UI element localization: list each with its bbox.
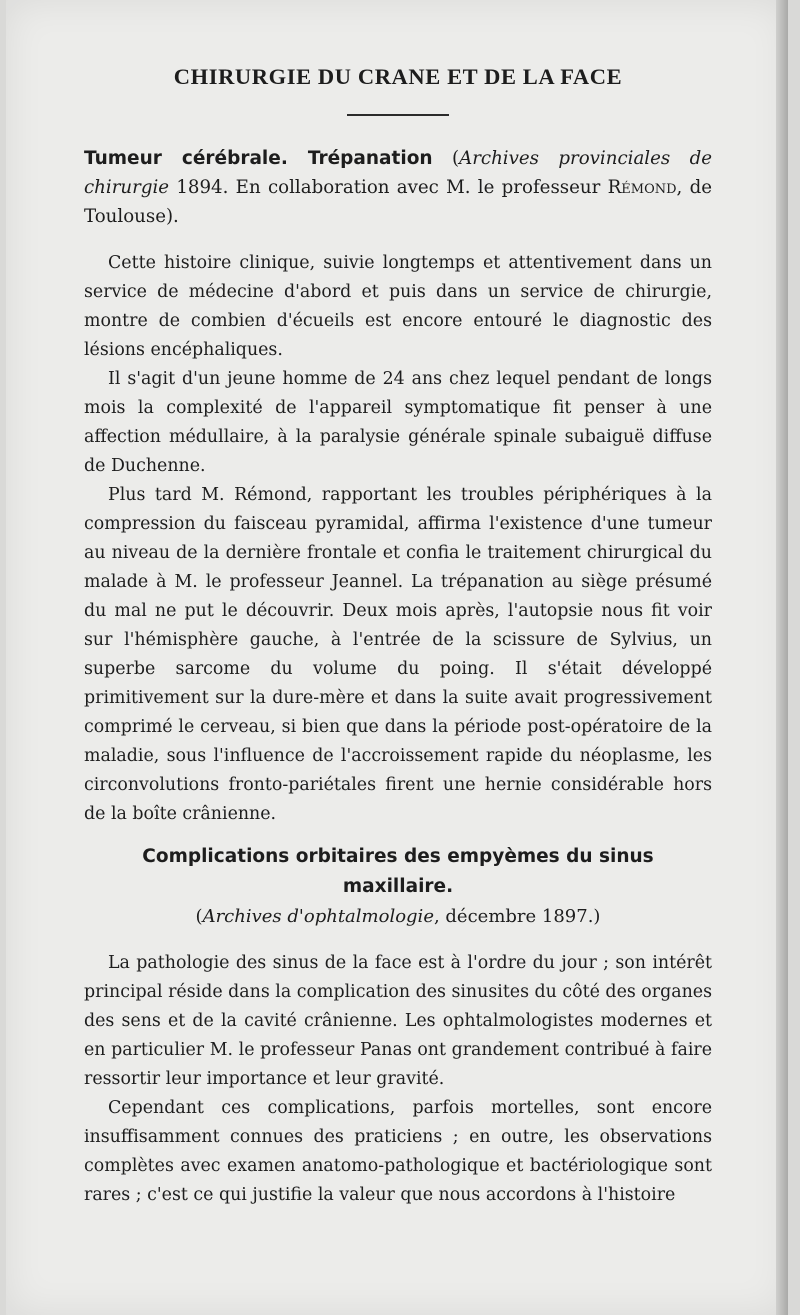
article-1-source-rest: 1894. En collaboration avec M. le professeur — [169, 177, 608, 198]
article-1-source-close: , de Toulouse). — [84, 177, 713, 227]
section-header: CHIRURGIE DU CRANE ET DE LA FACE — [173, 64, 623, 89]
header-rule — [347, 114, 449, 116]
article-1-collaborator: Rémond — [607, 177, 677, 198]
page-content — [84, 62, 712, 1210]
article-2-paragraph: Cependant ces complications, parfois mortelles, sont encore insuffisamment connues des praticiens ; en outre, les observations complètes avec examen anatomo-pathologique et bactériologique sont rares ; c'est ce qui justifie la valeur que nous accordons à l'histoire — [84, 1098, 712, 1205]
article-1-paragraph: Cette histoire clinique, suivie longtemps et attentivement dans un service de médecine d'abord et puis dans un service de chirurgie, montre de combien d'écueils est encore entouré le diagnostic des lésions encéphaliques. — [84, 253, 712, 360]
book-page — [6, 0, 788, 1315]
page-edge-shadow — [776, 0, 788, 1315]
article-1-source-open: ( — [451, 148, 460, 169]
article-1-title — [84, 144, 712, 231]
article-2-source-rest: , décembre 1897.) — [433, 906, 601, 927]
article-1-paragraph: Il s'agit d'un jeune homme de 24 ans chez lequel pendant de longs mois la complexité de l'appareil symptomatique fit penser à une affection médullaire, à la paralysie générale spinale subaiguë diffuse de Duchenne. — [84, 369, 712, 476]
article-1-paragraph: Plus tard M. Rémond, rapportant les troubles périphériques à la compression du faisceau pyramidal, affirma l'existence d'une tumeur au niveau de la dernière frontale et confia le traitement chirurgical du malade à M. le professeur Jeannel. La trépanation au siège présumé du mal ne put le découvrir. Deux mois après, l'autopsie nous fit voir sur l'hémisphère gauche, à l'entrée de la scissure de Sylvius, un superbe sarcome du volume du poing. Il s'était développé primitivement sur la dure-mère et dans la suite avait progressivement comprimé le cerveau, si bien que dans la période post-opératoire de la maladie, sous l'influence de l'accroissement rapide du néoplasme, les circonvolutions fronto-pariétales firent une hernie considérable hors de la boîte crânienne. — [84, 485, 712, 824]
article-2-source-open: ( — [195, 906, 203, 927]
article-2-source-line — [84, 902, 712, 931]
article-2-heading: Complications orbitaires des empyèmes du sinus maxillaire. — [142, 846, 654, 897]
article-2-paragraph: La pathologie des sinus de la face est à l'ordre du jour ; son intérêt principal réside dans la complication des sinusites du côté des organes des sens et de la cavité crânienne. Les ophtalmologistes modernes et en particulier M. le professeur Panas ont grandement contribué à faire ressortir leur importance et leur gravité. — [84, 953, 713, 1089]
article-1-source: Archives provinciales de chirurgie — [84, 148, 712, 198]
article-1-heading: Tumeur cérébrale. Trépanation — [84, 148, 433, 169]
article-2-source: Archives d'ophtalmologie — [202, 906, 434, 927]
